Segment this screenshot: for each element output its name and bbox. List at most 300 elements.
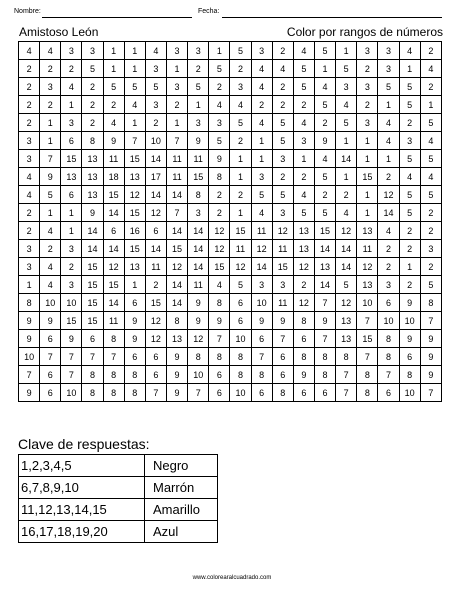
grid-cell[interactable]: 15 [82,258,103,276]
grid-cell[interactable]: 6 [40,330,61,348]
grid-cell[interactable]: 2 [82,96,103,114]
grid-cell[interactable]: 12 [209,240,230,258]
grid-cell[interactable]: 5 [230,114,251,132]
grid-cell[interactable]: 3 [272,204,293,222]
grid-cell[interactable]: 13 [166,330,187,348]
grid-cell[interactable]: 14 [336,240,357,258]
grid-cell[interactable]: 4 [209,96,230,114]
grid-cell[interactable]: 13 [124,258,145,276]
grid-cell[interactable]: 6 [378,294,399,312]
grid-cell[interactable]: 15 [166,240,187,258]
grid-cell[interactable]: 8 [357,384,378,402]
grid-cell[interactable]: 10 [61,294,82,312]
grid-cell[interactable]: 2 [420,42,441,60]
grid-cell[interactable]: 3 [82,42,103,60]
grid-cell[interactable]: 15 [124,240,145,258]
grid-cell[interactable]: 9 [82,204,103,222]
grid-cell[interactable]: 3 [293,132,314,150]
grid-cell[interactable]: 7 [40,348,61,366]
grid-cell[interactable]: 2 [399,276,420,294]
grid-cell[interactable]: 8 [124,384,145,402]
grid-cell[interactable]: 3 [188,204,209,222]
grid-cell[interactable]: 1 [124,60,145,78]
grid-cell[interactable]: 7 [209,330,230,348]
grid-cell[interactable]: 2 [40,60,61,78]
grid-cell[interactable]: 6 [40,384,61,402]
grid-cell[interactable]: 2 [420,258,441,276]
grid-cell[interactable]: 5 [420,114,441,132]
grid-cell[interactable]: 15 [82,294,103,312]
grid-cell[interactable]: 11 [188,276,209,294]
grid-cell[interactable]: 12 [251,240,272,258]
grid-cell[interactable]: 8 [230,366,251,384]
grid-cell[interactable]: 5 [293,78,314,96]
grid-cell[interactable]: 14 [145,150,166,168]
grid-cell[interactable]: 2 [230,60,251,78]
grid-cell[interactable]: 10 [251,294,272,312]
grid-cell[interactable]: 13 [82,150,103,168]
grid-cell[interactable]: 15 [209,258,230,276]
grid-cell[interactable]: 10 [19,348,40,366]
grid-cell[interactable]: 14 [145,240,166,258]
grid-cell[interactable]: 6 [378,384,399,402]
grid-cell[interactable]: 1 [230,204,251,222]
grid-cell[interactable]: 14 [314,276,335,294]
grid-cell[interactable]: 11 [166,168,187,186]
grid-cell[interactable]: 3 [336,78,357,96]
grid-cell[interactable]: 8 [124,366,145,384]
grid-cell[interactable]: 2 [378,258,399,276]
grid-cell[interactable]: 8 [293,312,314,330]
grid-cell[interactable]: 1 [251,132,272,150]
grid-cell[interactable]: 4 [209,276,230,294]
grid-cell[interactable]: 6 [230,312,251,330]
grid-cell[interactable]: 9 [103,132,124,150]
grid-cell[interactable]: 11 [272,240,293,258]
grid-cell[interactable]: 3 [357,42,378,60]
grid-cell[interactable]: 1 [230,150,251,168]
date-field-line[interactable] [222,17,442,18]
grid-cell[interactable]: 11 [357,240,378,258]
grid-cell[interactable]: 9 [188,132,209,150]
grid-cell[interactable]: 9 [40,168,61,186]
grid-cell[interactable]: 12 [293,258,314,276]
grid-cell[interactable]: 4 [19,186,40,204]
grid-cell[interactable]: 9 [314,312,335,330]
grid-cell[interactable]: 8 [272,384,293,402]
grid-cell[interactable]: 9 [420,348,441,366]
grid-cell[interactable]: 18 [103,168,124,186]
grid-cell[interactable]: 1 [378,150,399,168]
grid-cell[interactable]: 7 [40,150,61,168]
grid-cell[interactable]: 2 [19,204,40,222]
grid-cell[interactable]: 10 [399,384,420,402]
grid-cell[interactable]: 7 [124,132,145,150]
grid-cell[interactable]: 14 [82,222,103,240]
grid-cell[interactable]: 2 [166,96,187,114]
grid-cell[interactable]: 5 [145,78,166,96]
grid-cell[interactable]: 6 [314,384,335,402]
grid-cell[interactable]: 1 [103,42,124,60]
grid-cell[interactable]: 11 [166,150,187,168]
grid-cell[interactable]: 8 [209,348,230,366]
grid-cell[interactable]: 4 [40,276,61,294]
grid-cell[interactable]: 7 [378,366,399,384]
grid-cell[interactable]: 2 [293,276,314,294]
grid-cell[interactable]: 7 [314,330,335,348]
grid-cell[interactable]: 15 [82,312,103,330]
grid-cell[interactable]: 5 [230,276,251,294]
grid-cell[interactable]: 12 [209,222,230,240]
grid-cell[interactable]: 6 [82,330,103,348]
grid-cell[interactable]: 14 [336,150,357,168]
grid-cell[interactable]: 4 [399,168,420,186]
grid-cell[interactable]: 3 [251,42,272,60]
grid-cell[interactable]: 3 [272,150,293,168]
grid-cell[interactable]: 9 [124,330,145,348]
grid-cell[interactable]: 15 [145,294,166,312]
grid-cell[interactable]: 8 [188,348,209,366]
grid-cell[interactable]: 3 [251,168,272,186]
grid-cell[interactable]: 8 [251,366,272,384]
grid-cell[interactable]: 2 [293,168,314,186]
grid-cell[interactable]: 10 [230,330,251,348]
grid-cell[interactable]: 9 [251,312,272,330]
grid-cell[interactable]: 12 [378,186,399,204]
grid-cell[interactable]: 12 [145,204,166,222]
grid-cell[interactable]: 6 [230,294,251,312]
grid-cell[interactable]: 1 [19,276,40,294]
grid-cell[interactable]: 2 [230,186,251,204]
grid-cell[interactable]: 14 [103,204,124,222]
grid-cell[interactable]: 13 [293,222,314,240]
grid-cell[interactable]: 2 [19,114,40,132]
grid-cell[interactable]: 1 [293,150,314,168]
grid-cell[interactable]: 7 [166,204,187,222]
grid-cell[interactable]: 1 [166,114,187,132]
grid-cell[interactable]: 6 [61,186,82,204]
grid-cell[interactable]: 2 [209,204,230,222]
grid-cell[interactable]: 4 [378,114,399,132]
grid-cell[interactable]: 4 [293,186,314,204]
grid-cell[interactable]: 10 [61,384,82,402]
grid-cell[interactable]: 6 [272,366,293,384]
grid-cell[interactable]: 1 [251,150,272,168]
grid-cell[interactable]: 1 [103,60,124,78]
grid-cell[interactable]: 3 [251,276,272,294]
grid-cell[interactable]: 17 [145,168,166,186]
grid-cell[interactable]: 2 [230,132,251,150]
grid-cell[interactable]: 4 [336,96,357,114]
grid-cell[interactable]: 9 [293,366,314,384]
grid-cell[interactable]: 8 [378,348,399,366]
grid-cell[interactable]: 15 [188,168,209,186]
grid-cell[interactable]: 4 [293,42,314,60]
grid-cell[interactable]: 2 [61,60,82,78]
grid-cell[interactable]: 1 [357,204,378,222]
grid-cell[interactable]: 2 [145,114,166,132]
grid-cell[interactable]: 10 [378,312,399,330]
grid-cell[interactable]: 8 [103,366,124,384]
grid-cell[interactable]: 1 [357,186,378,204]
grid-cell[interactable]: 5 [82,60,103,78]
grid-cell[interactable]: 14 [103,294,124,312]
grid-cell[interactable]: 4 [145,42,166,60]
grid-cell[interactable]: 15 [357,330,378,348]
grid-cell[interactable]: 13 [336,330,357,348]
grid-cell[interactable]: 5 [230,42,251,60]
grid-cell[interactable]: 7 [166,132,187,150]
grid-cell[interactable]: 5 [251,186,272,204]
grid-cell[interactable]: 1 [61,204,82,222]
grid-cell[interactable]: 8 [230,348,251,366]
grid-cell[interactable]: 13 [357,276,378,294]
grid-cell[interactable]: 5 [103,78,124,96]
grid-cell[interactable]: 9 [61,330,82,348]
grid-cell[interactable]: 12 [272,222,293,240]
grid-cell[interactable]: 2 [420,78,441,96]
grid-cell[interactable]: 2 [314,186,335,204]
grid-cell[interactable]: 8 [103,384,124,402]
grid-cell[interactable]: 9 [124,312,145,330]
grid-cell[interactable]: 1 [166,60,187,78]
grid-cell[interactable]: 7 [61,348,82,366]
grid-cell[interactable]: 5 [336,60,357,78]
grid-cell[interactable]: 14 [336,258,357,276]
grid-cell[interactable]: 15 [124,204,145,222]
grid-cell[interactable]: 13 [293,240,314,258]
grid-cell[interactable]: 3 [357,78,378,96]
grid-cell[interactable]: 2 [272,96,293,114]
grid-cell[interactable]: 9 [420,366,441,384]
grid-cell[interactable]: 14 [188,258,209,276]
grid-cell[interactable]: 10 [399,312,420,330]
grid-cell[interactable]: 14 [103,240,124,258]
grid-cell[interactable]: 11 [188,150,209,168]
grid-cell[interactable]: 4 [40,222,61,240]
grid-cell[interactable]: 7 [420,312,441,330]
grid-cell[interactable]: 1 [61,222,82,240]
grid-cell[interactable]: 5 [399,150,420,168]
grid-cell[interactable]: 1 [357,132,378,150]
grid-cell[interactable]: 9 [399,294,420,312]
grid-cell[interactable]: 6 [293,330,314,348]
grid-cell[interactable]: 9 [40,312,61,330]
grid-cell[interactable]: 3 [188,114,209,132]
grid-cell[interactable]: 3 [61,42,82,60]
grid-cell[interactable]: 2 [357,96,378,114]
grid-cell[interactable]: 15 [124,150,145,168]
grid-cell[interactable]: 5 [336,114,357,132]
grid-cell[interactable]: 4 [420,168,441,186]
grid-cell[interactable]: 8 [336,348,357,366]
grid-cell[interactable]: 5 [336,276,357,294]
grid-cell[interactable]: 11 [251,222,272,240]
grid-cell[interactable]: 13 [357,222,378,240]
grid-cell[interactable]: 14 [82,240,103,258]
grid-cell[interactable]: 13 [336,312,357,330]
grid-cell[interactable]: 12 [124,186,145,204]
grid-cell[interactable]: 4 [40,42,61,60]
grid-cell[interactable]: 2 [336,186,357,204]
grid-cell[interactable]: 7 [314,294,335,312]
grid-cell[interactable]: 2 [399,240,420,258]
grid-cell[interactable]: 9 [399,330,420,348]
grid-cell[interactable]: 9 [166,348,187,366]
grid-cell[interactable]: 4 [251,204,272,222]
grid-cell[interactable]: 7 [19,366,40,384]
grid-cell[interactable]: 5 [420,186,441,204]
grid-cell[interactable]: 13 [82,168,103,186]
grid-cell[interactable]: 4 [124,96,145,114]
grid-cell[interactable]: 4 [40,258,61,276]
grid-cell[interactable]: 12 [357,258,378,276]
grid-cell[interactable]: 6 [145,222,166,240]
grid-cell[interactable]: 15 [103,186,124,204]
grid-cell[interactable]: 2 [399,222,420,240]
grid-cell[interactable]: 5 [314,42,335,60]
grid-cell[interactable]: 3 [19,258,40,276]
grid-cell[interactable]: 13 [124,168,145,186]
grid-cell[interactable]: 7 [103,348,124,366]
grid-cell[interactable]: 2 [378,240,399,258]
grid-cell[interactable]: 11 [103,312,124,330]
grid-cell[interactable]: 3 [145,96,166,114]
grid-cell[interactable]: 2 [40,96,61,114]
grid-cell[interactable]: 2 [272,42,293,60]
grid-cell[interactable]: 5 [378,78,399,96]
grid-cell[interactable]: 8 [314,366,335,384]
grid-cell[interactable]: 12 [166,258,187,276]
grid-cell[interactable]: 4 [19,42,40,60]
grid-cell[interactable]: 12 [336,294,357,312]
grid-cell[interactable]: 3 [272,276,293,294]
grid-cell[interactable]: 3 [378,42,399,60]
grid-cell[interactable]: 14 [188,222,209,240]
grid-cell[interactable]: 3 [19,240,40,258]
grid-cell[interactable]: 6 [399,348,420,366]
grid-cell[interactable]: 14 [251,258,272,276]
grid-cell[interactable]: 7 [188,384,209,402]
grid-cell[interactable]: 8 [82,132,103,150]
grid-cell[interactable]: 4 [378,132,399,150]
grid-cell[interactable]: 7 [272,330,293,348]
grid-cell[interactable]: 9 [188,312,209,330]
grid-cell[interactable]: 11 [103,150,124,168]
grid-cell[interactable]: 5 [272,114,293,132]
grid-cell[interactable]: 4 [61,78,82,96]
grid-cell[interactable]: 1 [399,60,420,78]
grid-cell[interactable]: 2 [61,258,82,276]
grid-cell[interactable]: 12 [188,330,209,348]
grid-cell[interactable]: 2 [272,78,293,96]
grid-cell[interactable]: 6 [209,366,230,384]
grid-cell[interactable]: 5 [314,204,335,222]
grid-cell[interactable]: 1 [61,96,82,114]
grid-cell[interactable]: 3 [399,132,420,150]
grid-cell[interactable]: 2 [145,276,166,294]
grid-cell[interactable]: 4 [399,42,420,60]
grid-cell[interactable]: 1 [124,114,145,132]
grid-cell[interactable]: 8 [166,312,187,330]
grid-cell[interactable]: 2 [19,96,40,114]
grid-cell[interactable]: 1 [230,168,251,186]
grid-cell[interactable]: 2 [19,60,40,78]
grid-cell[interactable]: 2 [420,222,441,240]
grid-cell[interactable]: 4 [378,222,399,240]
grid-cell[interactable]: 4 [230,96,251,114]
grid-cell[interactable]: 2 [420,204,441,222]
grid-cell[interactable]: 4 [251,114,272,132]
grid-cell[interactable]: 6 [103,222,124,240]
grid-cell[interactable]: 3 [61,276,82,294]
grid-cell[interactable]: 15 [357,168,378,186]
grid-cell[interactable]: 3 [357,114,378,132]
grid-cell[interactable]: 2 [378,168,399,186]
grid-cell[interactable]: 6 [293,384,314,402]
grid-cell[interactable]: 11 [145,258,166,276]
grid-cell[interactable]: 10 [145,132,166,150]
grid-cell[interactable]: 9 [209,150,230,168]
grid-cell[interactable]: 8 [188,186,209,204]
grid-cell[interactable]: 15 [82,276,103,294]
grid-cell[interactable]: 15 [61,150,82,168]
grid-cell[interactable]: 3 [40,78,61,96]
grid-cell[interactable]: 1 [209,42,230,60]
grid-cell[interactable]: 4 [103,114,124,132]
grid-cell[interactable]: 1 [336,42,357,60]
grid-cell[interactable]: 7 [357,348,378,366]
grid-cell[interactable]: 4 [19,168,40,186]
grid-cell[interactable]: 3 [166,42,187,60]
grid-cell[interactable]: 2 [103,96,124,114]
grid-cell[interactable]: 9 [272,312,293,330]
grid-cell[interactable]: 5 [293,204,314,222]
grid-cell[interactable]: 1 [378,96,399,114]
grid-cell[interactable]: 2 [314,114,335,132]
grid-cell[interactable]: 16 [124,222,145,240]
grid-cell[interactable]: 3 [378,60,399,78]
grid-cell[interactable]: 9 [209,312,230,330]
grid-cell[interactable]: 4 [293,114,314,132]
grid-cell[interactable]: 8 [314,348,335,366]
grid-cell[interactable]: 9 [19,312,40,330]
grid-cell[interactable]: 8 [209,168,230,186]
grid-cell[interactable]: 13 [314,258,335,276]
name-field-line[interactable] [42,17,192,18]
grid-cell[interactable]: 5 [209,132,230,150]
grid-cell[interactable]: 10 [357,294,378,312]
grid-cell[interactable]: 14 [166,222,187,240]
grid-cell[interactable]: 5 [209,60,230,78]
grid-cell[interactable]: 6 [124,294,145,312]
grid-cell[interactable]: 15 [314,222,335,240]
grid-cell[interactable]: 1 [124,276,145,294]
grid-cell[interactable]: 1 [336,132,357,150]
grid-cell[interactable]: 1 [40,204,61,222]
grid-cell[interactable]: 8 [399,366,420,384]
grid-cell[interactable]: 4 [420,60,441,78]
grid-cell[interactable]: 11 [230,240,251,258]
grid-cell[interactable]: 3 [61,240,82,258]
grid-cell[interactable]: 8 [293,348,314,366]
grid-cell[interactable]: 1 [40,114,61,132]
grid-cell[interactable]: 3 [61,114,82,132]
grid-cell[interactable]: 13 [82,186,103,204]
grid-cell[interactable]: 5 [399,186,420,204]
grid-cell[interactable]: 7 [357,312,378,330]
grid-cell[interactable]: 14 [188,240,209,258]
